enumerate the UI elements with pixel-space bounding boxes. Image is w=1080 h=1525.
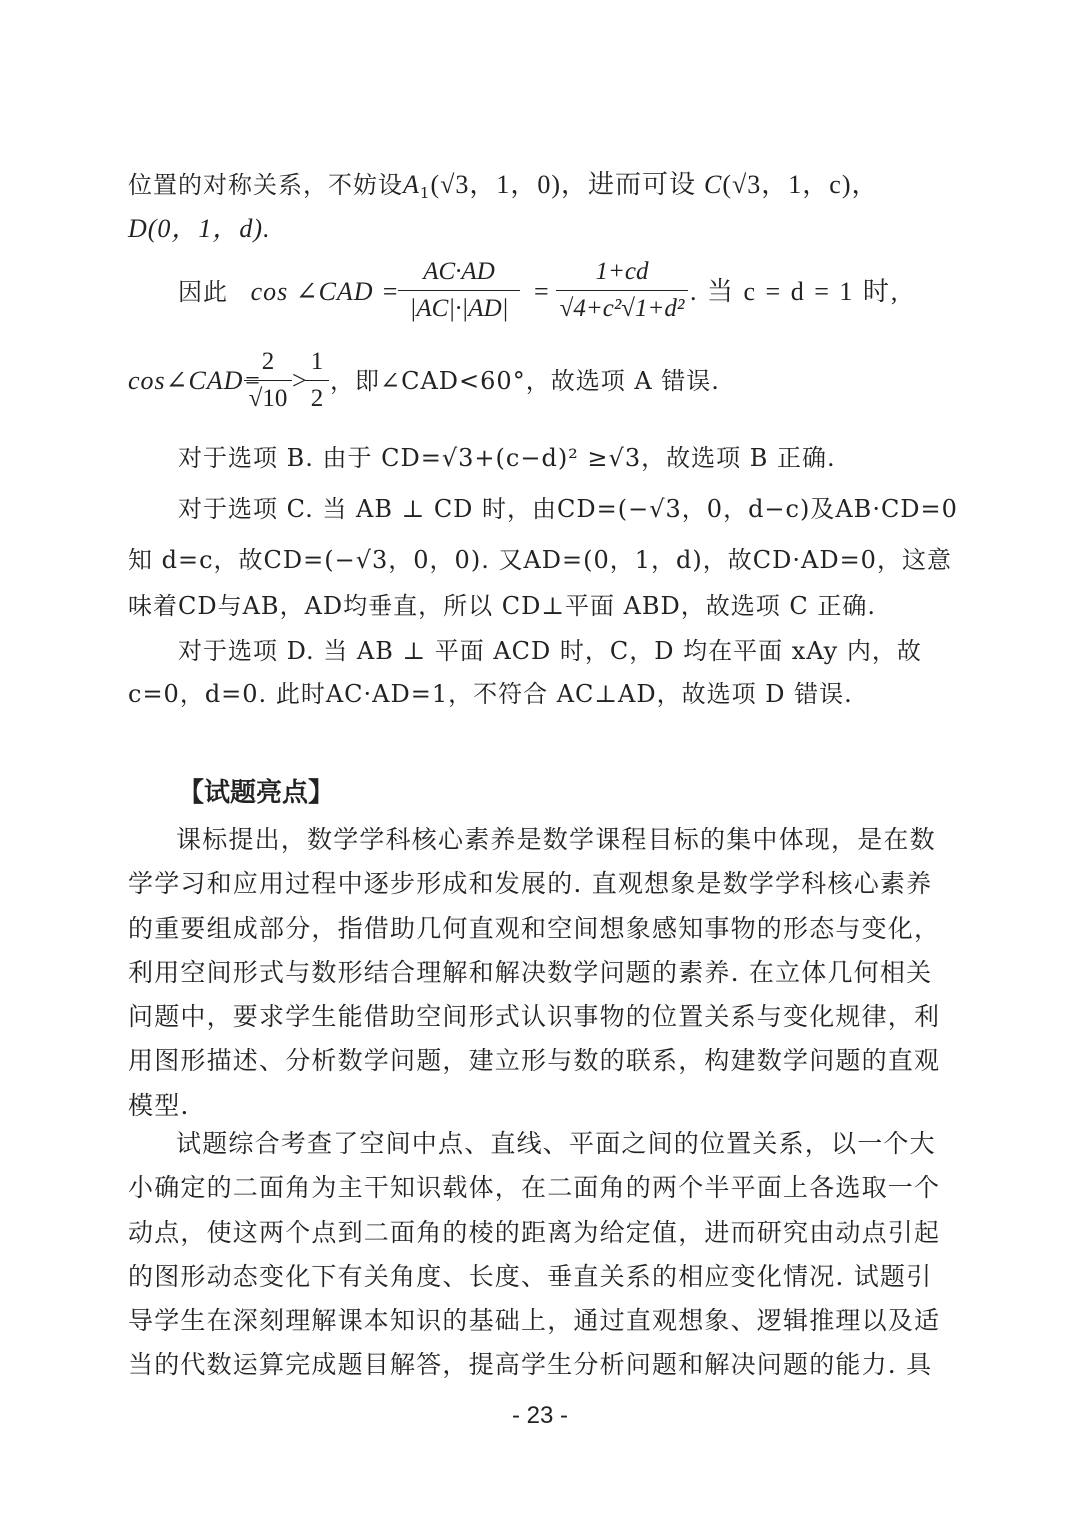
section-heading: 【试题亮点】 [178,778,335,808]
fraction-numerator: AC·AD [423,258,495,285]
solution-line-7: 知 d=c，故CD=(−√3，0，0). 又AD=(0，1，d)，故CD·AD=0，这意 [128,546,952,574]
fraction-cos-value [556,254,688,327]
paragraph-line: 利用空间形式与数形结合理解和解决数学问题的素养. 在立体几何相关 [128,957,933,987]
fraction-two-over-root-ten [244,344,292,417]
solution-line-3-tail: . 当 c = d = 1 时, [690,277,900,306]
text-segment: 位置的对称关系，不妨设 [128,171,403,199]
fraction-one-half [305,344,329,417]
fraction-cos-vectors [398,254,520,327]
solution-line-10: c=0，d=0. 此时AC·AD=1，不符合 AC⊥AD，故选项 D 错误. [128,680,853,708]
fraction-numerator: 1 [310,348,324,375]
page-number: - 23 - [511,1402,568,1429]
math-a: A [403,170,420,199]
paragraph-line: 用图形描述、分析数学问题，建立形与数的联系，构建数学问题的直观 [128,1046,941,1076]
math-cos: cos ∠CAD = [250,277,400,306]
highlight-paragraph-2 [128,1122,940,1388]
math-c: C [704,170,723,199]
paragraph-line: 的重要组成部分，指借助几何直观和空间想象感知事物的形态与变化， [128,913,941,943]
paragraph-line: 课标提出，数学学科核心素养是数学课程目标的集中体现，是在数 [176,825,936,854]
solution-line-2: D(0，1，d). [128,214,271,243]
solution-line-4-tail: ，即∠CAD<60°，故选项 A 错误. [330,367,720,395]
paragraph-line: 动点，使这两个点到二面角的棱的距离为给定值，进而研究由动点引起 [128,1217,941,1247]
paragraph-line: 问题中，要求学生能借助空间形式认识事物的位置关系与变化规律，利 [128,1002,941,1032]
greater-than: > [292,366,308,395]
paragraph-line: 导学生在深刻理解课本知识的基础上，通过直观想象、逻辑推理以及适 [128,1306,941,1336]
paragraph-line: 模型. [128,1090,190,1120]
solution-line-1 [128,168,928,210]
solution-line-4-head: cos∠CAD= [128,366,262,395]
equals-sign: = [534,277,550,306]
paragraph-line: 当的代数运算完成题目解答，提高学生分析问题和解决问题的能力. 具 [128,1350,933,1380]
fraction-denominator: √10 [248,385,288,412]
math-subscript: 1 [419,184,431,202]
paragraph-line: 试题综合考查了空间中点、直线、平面之间的位置关系，以一个大 [176,1129,936,1158]
fraction-numerator: 1+cd [595,258,649,285]
solution-line-9: 对于选项 D. 当 AB ⊥ 平面 ACD 时，C，D 均在平面 xAy 内，故 [178,637,922,665]
paragraph-line: 小确定的二面角为主干知识载体，在二面角的两个半平面上各选取一个 [128,1173,941,1203]
fraction-numerator: 2 [261,348,275,375]
highlight-paragraph-1 [128,818,940,1128]
solution-line-8: 味着CD与AB，AD均垂直，所以 CD⊥平面 ABD，故选项 C 正确. [128,592,877,620]
paragraph-line: 的图形动态变化下有关角度、长度、垂直关系的相应变化情况. 试题引 [128,1261,933,1291]
math-coords: (√3，1，c)， [722,170,879,199]
solution-line-5: 对于选项 B. 由于 CD=√3+(c−d)² ≥√3，故选项 B 正确. [178,444,836,472]
fraction-denominator: |AC|·|AD| [409,295,509,322]
fraction-denominator: √4+c²√1+d² [559,295,685,322]
math-coords: (√3，1，0)，进而可设 [430,170,697,199]
text-segment: 因此 [178,278,228,306]
fraction-denominator: 2 [310,385,324,412]
solution-line-6: 对于选项 C. 当 AB ⊥ CD 时，由CD=(−√3，0，d−c)及AB·CD=0 [178,495,958,523]
paragraph-line: 学学习和应用过程中逐步形成和发展的. 直观想象是数学学科核心素养 [128,869,933,899]
